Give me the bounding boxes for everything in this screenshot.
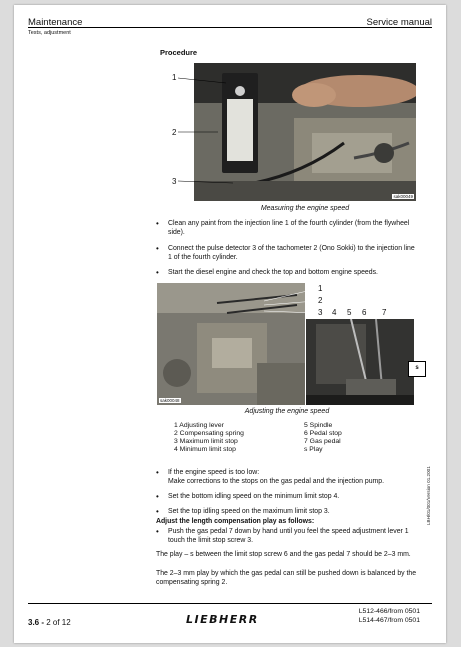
bullet-connect-detector: • Connect the pulse detector 3 of the tachometer 2 (Ono Sokki) to the injection line 1 of the fourth cylinder. bbox=[156, 244, 415, 261]
legend-item: s Play bbox=[304, 446, 323, 453]
legend-item: 6 Pedal stop bbox=[304, 430, 342, 437]
fig2-callout-5: 5 bbox=[347, 308, 352, 317]
legend-item: 1 Adjusting lever bbox=[174, 422, 224, 429]
model-line-2: L514-467/from 0501 bbox=[358, 617, 420, 624]
section-title: Maintenance bbox=[28, 17, 83, 28]
balance-paragraph: The 2–3 mm play by which the gas pedal can still be pushed down is balanced by the compensating spring 2. bbox=[156, 570, 417, 586]
model-line-1: L512-466/from 0501 bbox=[358, 608, 420, 615]
fig2-leader-lines bbox=[264, 287, 319, 317]
legend-item: 4 Minimum limit stop bbox=[174, 446, 236, 453]
subsection-title: Tests, adjustment bbox=[28, 30, 71, 36]
fig1-callout-2: 2 bbox=[172, 128, 177, 137]
fig1-image-code: sak00049 bbox=[393, 194, 413, 199]
legend-right bbox=[304, 422, 342, 454]
liebherr-logo: LIEBHERR bbox=[186, 613, 259, 626]
play-paragraph: The play – s between the limit stop screw 6 and the gas pedal 7 should be 2–3 mm. bbox=[156, 551, 411, 558]
fig1-callout-1: 1 bbox=[172, 73, 177, 82]
fig2-callout-4: 4 bbox=[332, 308, 337, 317]
fig2-callout-6: 6 bbox=[362, 308, 367, 317]
fig2-image-code: sak00048 bbox=[160, 398, 180, 403]
adjust-play-heading: Adjust the length compensation play as follows: bbox=[156, 518, 315, 525]
pedal-photo-illustration bbox=[306, 319, 414, 405]
procedure-heading: Procedure bbox=[160, 48, 198, 57]
legend-item: 7 Gas pedal bbox=[304, 438, 341, 445]
bullet-clean-paint: • Clean any paint from the injection line 1 of the fourth cylinder (from the flywheel side). bbox=[156, 219, 410, 236]
gas-pedal-photo bbox=[306, 319, 414, 405]
legend-item: 2 Compensating spring bbox=[174, 430, 244, 437]
bullet-start-engine: • Start the diesel engine and check the top and bottom engine speeds. bbox=[156, 268, 378, 277]
legend-item: 3 Maximum limit stop bbox=[174, 438, 238, 445]
fig1-leader-lines bbox=[178, 75, 238, 195]
manual-title: Service manual bbox=[366, 17, 432, 28]
fig1-callout-3: 3 bbox=[172, 177, 177, 186]
page-number: 3.6 - 2 of 12 bbox=[28, 618, 71, 627]
fig1-caption: Measuring the engine speed bbox=[260, 205, 350, 212]
fig2-caption: Adjusting the engine speed bbox=[244, 408, 330, 415]
bullet-push-pedal: • Push the gas pedal 7 down by hand until you feel the speed adjustment lever 1 touch the limit stop screw 3. bbox=[156, 527, 409, 544]
play-indicator bbox=[408, 361, 426, 377]
fig2-callout-1: 1 bbox=[318, 284, 323, 293]
side-version-note: LBH/01/001/Version 01.2001 bbox=[426, 466, 431, 525]
legend-item: 5 Spindle bbox=[304, 422, 333, 429]
fig2-callout-3: 3 bbox=[318, 308, 323, 317]
fig2-callout-2: 2 bbox=[318, 296, 323, 305]
play-s-label: s bbox=[415, 365, 419, 371]
manual-page bbox=[14, 5, 446, 643]
footer-rule bbox=[28, 603, 432, 604]
legend-left bbox=[174, 422, 244, 454]
fig2-callout-7: 7 bbox=[382, 308, 387, 317]
bullet-speed-too-low: • If the engine speed is too low: Make corrections to the stops on the gas pedal and the injection pump. bbox=[156, 468, 385, 485]
bullet-top-idle: • Set the top idling speed on the maximum limit stop 3. bbox=[156, 507, 330, 516]
bullet-bottom-idle: • Set the bottom idling speed on the minimum limit stop 4. bbox=[156, 492, 340, 501]
